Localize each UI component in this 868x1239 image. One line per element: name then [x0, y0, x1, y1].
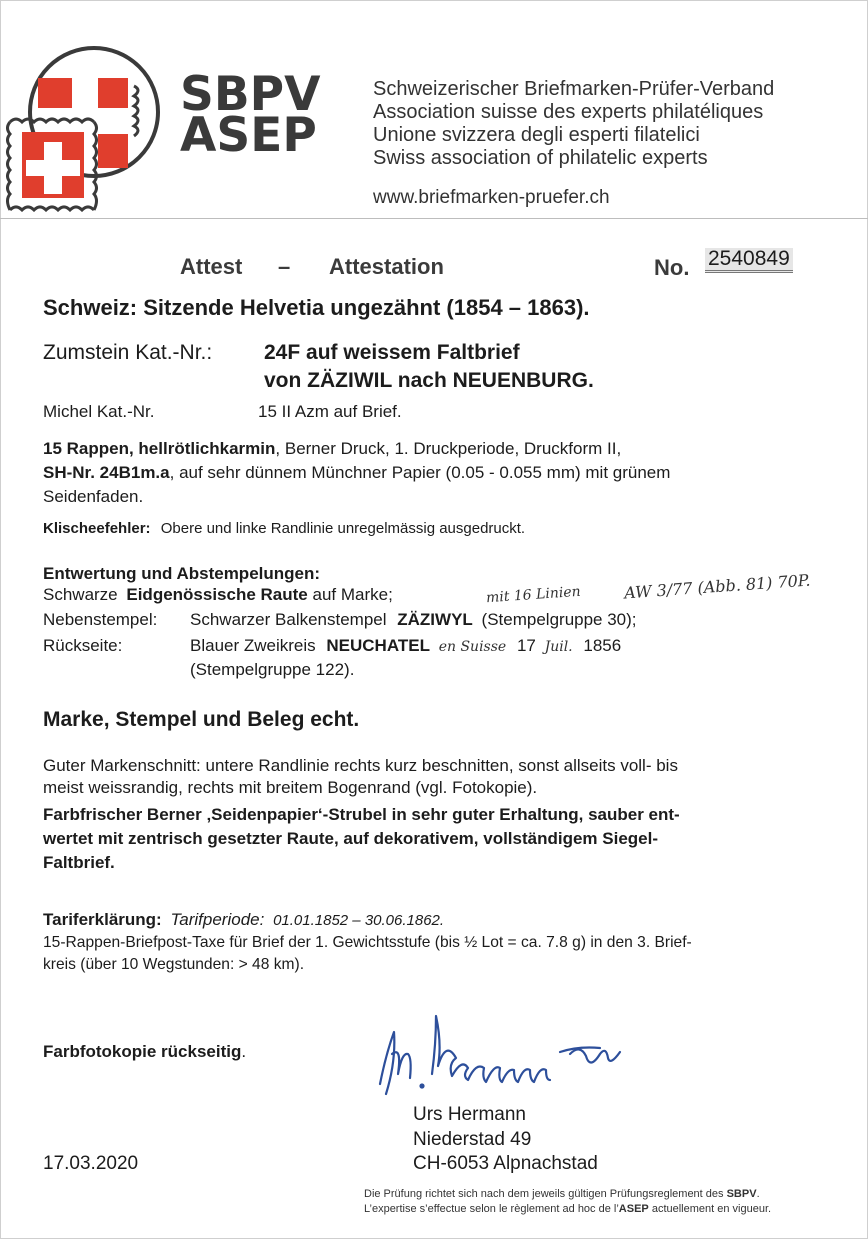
nebenstempel-label: Nebenstempel: — [43, 610, 158, 629]
zumstein-label: Zumstein Kat.-Nr.: — [43, 341, 213, 364]
association-name-en: Swiss association of philatelic experts — [373, 147, 708, 169]
footnote-line2-text: L’expertise s’effectue selon le règlement ad hoc de l’ — [364, 1203, 619, 1215]
verdict: Marke, Stempel und Beleg echt. — [43, 708, 360, 731]
description-line1 — [43, 438, 621, 459]
association-name-fr: Association suisse des experts philatéliques — [373, 101, 764, 123]
nebenstempel-place: ZÄZIWYL — [397, 610, 473, 629]
rueckseite-year: 1856 — [583, 636, 622, 655]
swiss-cross-stamp-logo-icon — [6, 26, 176, 212]
condition-line2: meist weissrandig, rechts mit breitem Bogenrand (vgl. Fotokopie). — [43, 778, 538, 797]
rueckseite-day: 17 — [516, 636, 536, 655]
abbr-asep: ASEP — [180, 108, 317, 163]
cancellation-heading: Entwertung und Abstempelungen: — [43, 564, 321, 583]
stamp-value-color: 15 Rappen, hellrötlichkarmin — [43, 439, 276, 458]
michel-value: 15 II Azm auf Brief. — [258, 402, 402, 421]
rueckseite-row — [190, 635, 621, 658]
abbr-sbpv: SBPV — [180, 67, 321, 122]
issue-date: 17.03.2020 — [43, 1153, 139, 1174]
description-text2: , auf sehr dünnem Münchner Papier (0.05 - 0.055 mm) mit grünem — [169, 463, 671, 482]
handwritten-note-ref: AW 3/77 (Abb. 81) 70P. — [623, 570, 811, 603]
subject-heading: Schweiz: Sitzende Helvetia ungezähnt (1854 – 1863). — [43, 295, 590, 320]
tariff-period: 01.01.1852 – 30.06.1862. — [273, 912, 445, 929]
signature-icon — [370, 1014, 650, 1104]
nebenstempel-text: Schwarzer Balkenstempel — [190, 610, 387, 629]
rueckseite-place: NEUCHATEL — [326, 636, 430, 655]
cancellation-raute: Eidgenössische Raute — [126, 585, 308, 604]
certificate-number — [705, 248, 793, 273]
sh-number: SH-Nr. 24B1m.a — [43, 463, 170, 482]
attest-label: Attest — [180, 254, 243, 279]
certificate-number-label: No. — [654, 255, 690, 280]
cancellation-row1-pre: Schwarze — [43, 585, 118, 604]
footnote-line2-end: actuellement en vigueur. — [648, 1203, 772, 1215]
condition-bold-line3: Faltbrief. — [43, 853, 115, 872]
cancellation-row1-post: auf Marke; — [312, 585, 393, 604]
zumstein-value-line1: 24F auf weissem Faltbrief — [264, 341, 520, 364]
footnote-asep: ASEP — [618, 1203, 649, 1215]
rueckseite-month: Juil. — [544, 639, 573, 655]
association-name-it: Unione svizzera degli esperti filatelici — [373, 124, 700, 146]
tariff-line1: 15-Rappen-Briefpost-Taxe für Brief der 1. Gewichtsstufe (bis ½ Lot = ca. 7.8 g) in den 3. Brief- — [43, 934, 692, 951]
description-line3: Seidenfaden. — [43, 487, 144, 506]
signatory-street: Niederstad 49 — [413, 1129, 532, 1150]
nebenstempel-group: (Stempelgruppe 30); — [481, 610, 637, 629]
condition-line1: Guter Markenschnitt: untere Randlinie rechts kurz beschnitten, sonst allseits voll- bis — [43, 756, 678, 775]
condition-bold-line1: Farbfrischer Berner ‚Seidenpapier‘-Strubel in sehr guter Erhaltung, sauber ent- — [43, 805, 680, 824]
description-text1: , Berner Druck, 1. Druckperiode, Druckform II, — [275, 439, 622, 458]
photo-note-dot: . — [241, 1042, 247, 1061]
footnote — [364, 1187, 771, 1217]
rueckseite-script1: en Suisse — [438, 639, 507, 655]
footnote-sbpv: SBPV — [726, 1188, 757, 1200]
photo-note-row — [43, 1041, 246, 1062]
footnote-line1-end: . — [756, 1188, 760, 1200]
handwritten-note-lines: mit 16 Linien — [485, 583, 582, 607]
cancellation-row1 — [43, 584, 393, 605]
header-divider — [0, 218, 868, 219]
footnote-line1 — [364, 1187, 771, 1202]
rueckseite-group: (Stempelgruppe 122). — [190, 660, 355, 679]
description-line2 — [43, 462, 670, 483]
klischee-text: Obere und linke Randlinie unregelmässig ausgedruckt. — [160, 520, 526, 537]
attestation-label: Attestation — [329, 254, 444, 279]
signatory-name: Urs Hermann — [413, 1104, 526, 1125]
signatory-city: CH-6053 Alpnachstad — [413, 1153, 598, 1174]
association-name-de: Schweizerischer Briefmarken-Prüfer-Verband — [373, 78, 775, 100]
nebenstempel-row — [190, 609, 637, 630]
association-names — [373, 78, 774, 170]
tariff-period-label: Tarifperiode: — [170, 910, 265, 929]
rueckseite-label: Rückseite: — [43, 636, 123, 655]
footnote-line1-text: Die Prüfung richtet sich nach dem jeweils gültigen Prüfungsreglement des — [364, 1188, 727, 1200]
footnote-line2 — [364, 1202, 771, 1217]
zumstein-value-line2: von ZÄZIWIL nach NEUENBURG. — [264, 369, 594, 392]
tariff-line2: kreis (über 10 Wegstunden: > 48 km). — [43, 956, 305, 973]
title-dash: – — [278, 254, 291, 279]
tariff-label: Tariferklärung: — [43, 910, 162, 929]
photo-note: Farbfotokopie rückseitig — [43, 1042, 242, 1061]
michel-label: Michel Kat.-Nr. — [43, 402, 155, 421]
condition-bold-line2: wertet mit zentrisch gesetzter Raute, auf dekorativem, vollständigem Siegel- — [43, 829, 659, 848]
klischee-label: Klischeefehler: — [43, 520, 151, 537]
tariff-heading-row — [43, 909, 444, 931]
association-abbreviation — [180, 67, 321, 163]
klischee-row — [43, 520, 525, 537]
website-link[interactable]: www.briefmarken-pruefer.ch — [373, 187, 610, 208]
certificate-number-value: 2540849 — [705, 248, 793, 273]
rueckseite-text: Blauer Zweikreis — [190, 636, 316, 655]
